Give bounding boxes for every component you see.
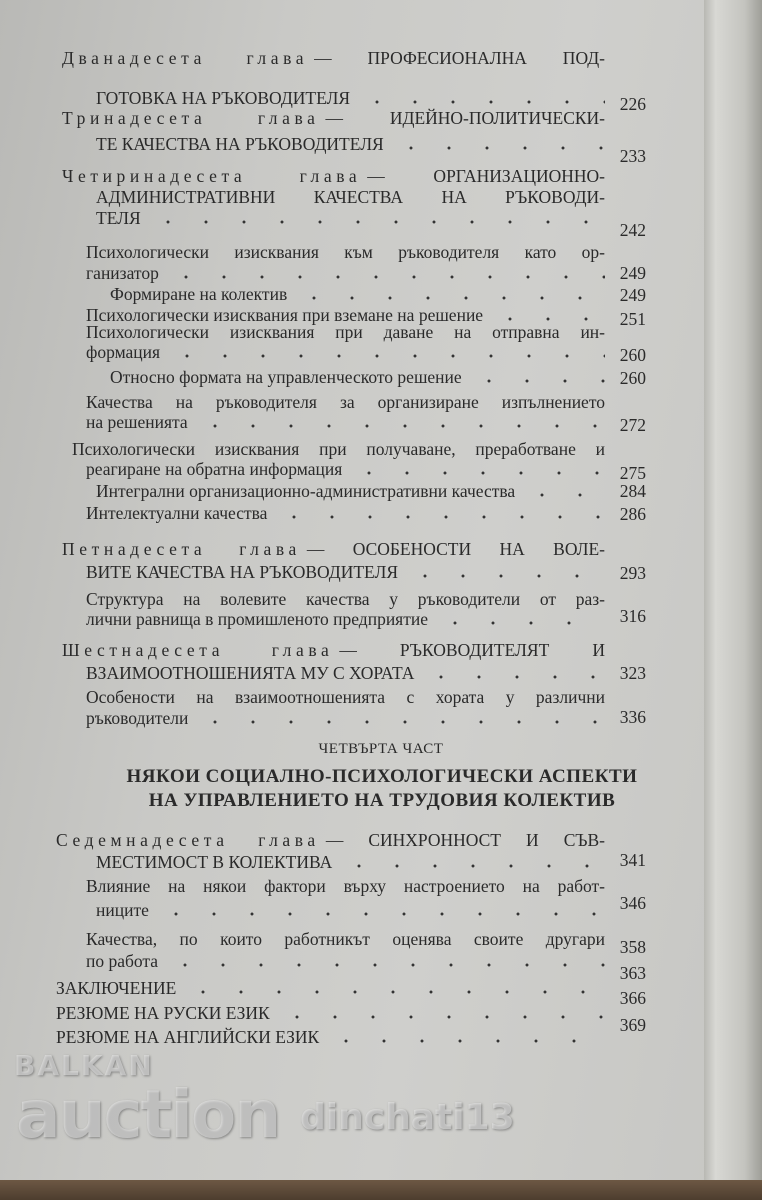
page-number: 226: [619, 94, 646, 114]
toc-entry-line: [96, 134, 605, 154]
toc-entry-line: [86, 322, 605, 342]
toc-entry-text: ГОТОВКА НА РЪКОВОДИТЕЛЯ: [96, 88, 351, 108]
toc-entry-text: реагиране на обратна информация: [86, 459, 343, 479]
toc-entry-text: ръководители: [86, 708, 189, 728]
toc-entry-line: [96, 481, 605, 501]
toc-entry-text: — ОСОБЕНОСТИ НА ВОЛЕ-: [306, 539, 605, 559]
toc-entry-text: ниците: [96, 900, 149, 920]
dot-leader: [392, 146, 605, 150]
part-title-line-1: НЯКОИ СОЦИАЛНО-ПСИХОЛОГИЧЕСКИ АСПЕКТИ: [126, 766, 638, 787]
toc-entry-text: ВИТЕ КАЧЕСТВА НА РЪКОВОДИТЕЛЯ: [86, 562, 399, 582]
toc-entry-text: ВЗАИМООТНОШЕНИЯТА МУ С ХОРАТА: [86, 663, 415, 683]
page-number: 358: [619, 937, 646, 957]
page-number: 249: [619, 263, 646, 283]
dot-leader: [340, 864, 605, 868]
toc-entry-text: РЕЗЮМЕ НА РУСКИ ЕЗИК: [56, 1003, 270, 1023]
toc-entry-text: Интегрални организационно-административни качества: [96, 481, 516, 501]
chapter-label: Шестнадесета глава: [62, 640, 334, 660]
dot-leader: [184, 990, 605, 994]
page-number: 369: [619, 1015, 646, 1035]
page-number: 260: [619, 345, 646, 365]
part-label: ЧЕТВЪРТА ЧАСТ: [318, 741, 444, 757]
page-number: 336: [619, 707, 646, 727]
dot-leader: [327, 1039, 605, 1043]
page-number: 272: [619, 415, 646, 435]
toc-entry-text: ганизатор: [86, 263, 159, 283]
toc-entry-line: [86, 951, 605, 971]
chapter-label: Петнадесета глава: [62, 539, 301, 559]
page-number: 323: [619, 663, 646, 683]
page-number: 286: [619, 504, 646, 524]
chapter-label: Четиринадесета глава: [62, 166, 362, 186]
toc-entry-line: [96, 900, 605, 920]
toc-entry-text: Формиране на колектив: [110, 284, 288, 304]
toc-entry-text: Особености на взаимоотношенията с хората у различни: [86, 687, 605, 707]
toc-entry-line: [86, 263, 605, 283]
toc-entry-text: Психологически изисквания при даване на отправна ин-: [86, 322, 605, 342]
toc-entry-line: [56, 1027, 605, 1047]
toc-entry-line: [96, 187, 605, 207]
toc-entry-line: [56, 978, 605, 998]
chapter-label: Дванадесета глава: [62, 48, 309, 68]
page-number: 293: [619, 563, 646, 583]
toc-entry-text: Структура на волевите качества у ръководители от раз-: [86, 589, 605, 609]
toc-entry-text: ТЕ КАЧЕСТВА НА РЪКОВОДИТЕЛЯ: [96, 134, 384, 154]
dot-leader: [196, 720, 605, 724]
toc-entry-text: МЕСТИМОСТ В КОЛЕКТИВА: [96, 852, 333, 872]
page-number: 363: [619, 963, 646, 983]
page-number: 341: [619, 850, 646, 870]
toc-entry-text: Влияние на някои фактори върху настроението на работ-: [86, 876, 605, 896]
toc-entry-text: — ИДЕЙНО-ПОЛИТИЧЕСКИ-: [325, 108, 606, 128]
page-number: 366: [619, 988, 646, 1008]
toc-entry-line: [86, 412, 605, 432]
toc-entry-text: Относно формата на управленческото решение: [110, 367, 462, 387]
page-number: 316: [619, 606, 646, 626]
page-number: 233: [619, 146, 646, 166]
page-number: 251: [619, 309, 646, 329]
dot-leader: [523, 493, 605, 497]
toc-entry-line: [86, 392, 605, 412]
toc-entry-line: [62, 48, 605, 68]
toc-entry-text: — ОРГАНИЗАЦИОННО-: [367, 166, 605, 186]
toc-entry-line: [86, 929, 605, 949]
dot-leader: [422, 675, 605, 679]
toc-entry-line: [96, 852, 605, 872]
toc-entry-text: ЗАКЛЮЧЕНИЕ: [56, 978, 177, 998]
dot-leader: [358, 100, 605, 104]
toc-entry-line: [62, 166, 605, 186]
toc-entry-text: формация: [86, 342, 161, 362]
toc-entry-text: Психологически изисквания при получаване, преработване и: [72, 439, 605, 459]
toc-entry-line: [96, 88, 605, 108]
toc-entry-line: [62, 108, 605, 128]
toc-entry-text: Интелектуални качества: [86, 503, 268, 523]
part-title-line-2: НА УПРАВЛЕНИЕТО НА ТРУДОВИЯ КОЛЕКТИВ: [148, 790, 616, 811]
watermark-dinchati13: dinchati13: [300, 1097, 515, 1138]
dot-leader: [350, 471, 605, 475]
toc-entry-text: АДМИНИСТРАТИВНИ КАЧЕСТВА НА РЪКОВОДИ-: [96, 187, 605, 207]
toc-entry-line: [96, 208, 605, 228]
toc-entry-text: — РЪКОВОДИТЕЛЯТ И: [339, 640, 605, 660]
toc-entry-text: ТЕЛЯ: [96, 208, 141, 228]
toc-entry-line: [86, 562, 605, 582]
table-surface: [0, 1180, 762, 1200]
toc-entry-line: [110, 284, 605, 304]
dot-leader: [295, 296, 605, 300]
toc-entry-line: [62, 640, 605, 660]
dot-leader: [491, 317, 605, 321]
dot-leader: [278, 1015, 605, 1019]
toc-entry-text: на решенията: [86, 412, 188, 432]
toc-entry-text: лични равнища в промишленото предприятие: [86, 609, 429, 629]
page-number: 260: [619, 368, 646, 388]
toc-entry-line: [86, 589, 605, 609]
page-number: 346: [619, 893, 646, 913]
dot-leader: [436, 621, 605, 625]
page-number: 242: [619, 220, 646, 240]
toc-entry-line: [56, 1003, 605, 1023]
toc-entry-line: [86, 342, 605, 362]
toc-entry-text: Качества на ръководителя за организиране изпълнението: [86, 392, 605, 412]
dot-leader: [470, 379, 605, 383]
toc-entry-text: — СИНХРОННОСТ И СЪВ-: [325, 830, 605, 850]
chapter-label: Седемнадесета глава: [56, 830, 320, 850]
toc-entry-text: по работа: [86, 951, 159, 971]
toc-entry-text: — ПРОФЕСИОНАЛНА ПОД-: [314, 48, 605, 68]
page-number: 249: [619, 285, 646, 305]
toc-entry-text: Психологически изисквания при вземане на решение: [86, 305, 484, 325]
toc-entry-line: [86, 708, 605, 728]
watermark-auction: auction: [16, 1076, 280, 1153]
dot-leader: [406, 574, 605, 578]
chapter-label: Тринадесета глава: [62, 108, 320, 128]
toc-entry-line: [86, 242, 605, 262]
dot-leader: [168, 354, 605, 358]
dot-leader: [275, 515, 605, 519]
toc-entry-line: [56, 830, 605, 850]
toc-entry-text: Психологически изисквания към ръководителя като ор-: [86, 242, 605, 262]
toc-entry-text: РЕЗЮМЕ НА АНГЛИЙСКИ ЕЗИК: [56, 1027, 320, 1047]
page-number: 284: [619, 481, 646, 501]
toc-entry-line: [62, 539, 605, 559]
toc-entry-line: [86, 876, 605, 896]
dot-leader: [157, 912, 605, 916]
toc-entry-line: [110, 367, 605, 387]
watermark-balkan: BALKAN: [14, 1049, 154, 1082]
page-number: 275: [619, 463, 646, 483]
dot-leader: [167, 275, 605, 279]
dot-leader: [166, 963, 605, 967]
toc-entry-line: [86, 609, 605, 629]
toc-entry-line: [86, 687, 605, 707]
toc-entry-line: [86, 663, 605, 683]
toc-entry-line: [72, 439, 605, 459]
toc-entry-line: [86, 503, 605, 523]
book-edge: [704, 0, 762, 1200]
toc-entry-line: [86, 459, 605, 479]
dot-leader: [149, 220, 605, 224]
dot-leader: [196, 424, 605, 428]
toc-entry-text: Качества, по които работникът оценява своите другари: [86, 929, 605, 949]
